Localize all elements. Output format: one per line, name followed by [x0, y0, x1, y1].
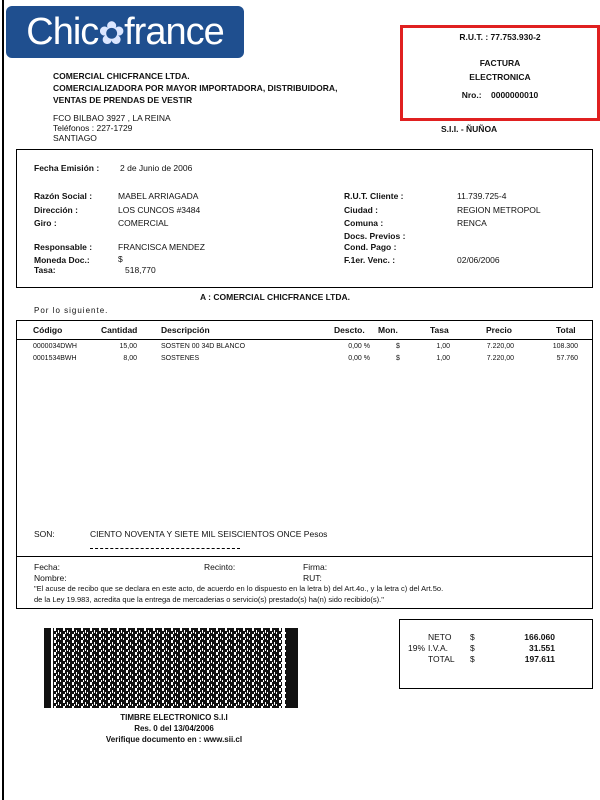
por-lo-siguiente: Por lo siguiente. — [34, 306, 109, 315]
address-line-2: Teléfonos : 227-1729 — [53, 123, 133, 133]
iva-label: I.V.A. — [428, 643, 449, 653]
row2-total: 57.760 — [556, 355, 578, 362]
receipt-fecha-label: Fecha: — [34, 562, 60, 572]
total-currency: $ — [470, 654, 475, 664]
primer-venc-value: 02/06/2006 — [457, 255, 500, 265]
receipt-firma-label: Firma: — [303, 562, 328, 572]
legal-text-line-1: "El acuse de recibo que se declara en este acto, de acuerdo en lo dispuesto en la letra b) del Art.4o., y la letra c) del Art.5o. — [34, 584, 444, 593]
row2-descripcion: SOSTENES — [161, 355, 200, 362]
moneda-value: $ — [118, 254, 123, 264]
timbre-line-3: Verifique documento en : www.sii.cl — [105, 735, 243, 744]
docs-previos-label: Docs. Previos : — [344, 231, 406, 241]
row2-cantidad: 8,00 — [123, 355, 137, 362]
row1-codigo: 0000034DWH — [33, 343, 77, 350]
total-value: 197.611 — [524, 654, 555, 664]
col-header-tasa: Tasa — [430, 325, 449, 335]
company-line-2: COMERCIALIZADORA POR MAYOR IMPORTADORA, DISTRIBUIDORA, — [53, 83, 338, 93]
neto-label: NETO — [428, 632, 452, 642]
rut-cliente-label: R.U.T. Cliente : — [344, 191, 404, 201]
col-header-cantidad: Cantidad — [101, 325, 138, 335]
receipt-divider — [17, 556, 592, 557]
row1-total: 108.300 — [552, 343, 578, 350]
receipt-rut-label: RUT: — [303, 573, 322, 583]
doc-number-label: Nro.: — [461, 90, 482, 100]
timbre-electronico — [74, 712, 274, 745]
doc-type-line-2: ELECTRONICA — [469, 72, 531, 82]
sii-office: S.I.I. - ÑUÑOA — [441, 124, 498, 134]
giro-value: COMERCIAL — [118, 218, 169, 228]
timbre-line-2: Res. 0 del 13/04/2006 — [134, 724, 214, 733]
company-address-block — [53, 113, 171, 143]
iva-rate: 19% — [408, 643, 426, 653]
row1-cantidad: 15,00 — [119, 343, 137, 350]
son-amount-words: CIENTO NOVENTA Y SIETE MIL SEISCIENTOS ONCE Pesos — [90, 529, 328, 539]
addressee: A : COMERCIAL CHICFRANCE LTDA. — [200, 292, 350, 302]
row1-descripcion: SOSTEN 00 34D BLANCO — [161, 343, 246, 350]
col-header-total: Total — [556, 325, 576, 335]
row2-precio: 7.220,00 — [486, 355, 514, 362]
row2-tasa: 1,00 — [436, 355, 450, 362]
col-header-descto: Descto. — [334, 325, 365, 335]
address-line-1: FCO BILBAO 3927 , LA REINA — [53, 113, 171, 123]
logo-text-right: france — [124, 11, 224, 53]
responsable-value: FRANCISCA MENDEZ — [118, 242, 205, 252]
direccion-value: LOS CUNCOS #3484 — [118, 205, 201, 215]
ciudad-value: REGION METROPOL — [457, 205, 541, 215]
document-id-box — [400, 25, 600, 121]
comuna-label: Comuna : — [344, 218, 384, 228]
row2-codigo: 0001534BWH — [33, 355, 77, 362]
row1-descto: 0,00 % — [348, 343, 370, 350]
legal-text-line-2: de la Ley 19.983, acredita que la entrega de mercaderias o servicio(s) prestado(s) ha(n) sido recibido(s)." — [34, 595, 384, 604]
pdf417-barcode — [44, 628, 298, 708]
col-header-codigo: Código — [33, 325, 63, 335]
primer-venc-label: F.1er. Venc. : — [344, 255, 396, 265]
total-label: TOTAL — [428, 654, 455, 664]
cond-pago-label: Cond. Pago : — [344, 242, 397, 252]
row2-mon: $ — [396, 355, 400, 362]
fecha-emision-value: 2 de Junio de 2006 — [120, 163, 193, 173]
son-underline — [90, 548, 240, 549]
address-line-3: SANTIAGO — [53, 133, 97, 143]
receipt-nombre-label: Nombre: — [34, 573, 67, 583]
neto-currency: $ — [470, 632, 475, 642]
client-info-box — [16, 149, 593, 288]
row1-mon: $ — [396, 343, 400, 350]
son-label: SON: — [34, 529, 55, 539]
company-line-3: VENTAS DE PRENDAS DE VESTIR — [53, 95, 193, 105]
col-header-precio: Precio — [486, 325, 512, 335]
page-edge-line — [2, 0, 4, 800]
timbre-line-1: TIMBRE ELECTRONICO S.I.I — [120, 713, 228, 722]
col-header-mon: Mon. — [378, 325, 398, 335]
row2-descto: 0,00 % — [348, 355, 370, 362]
col-header-descripcion: Descripción — [161, 325, 210, 335]
iva-value: 31.551 — [529, 643, 555, 653]
row1-tasa: 1,00 — [436, 343, 450, 350]
rut-cliente-value: 11.739.725-4 — [457, 191, 507, 201]
iva-currency: $ — [470, 643, 475, 653]
flower-icon: ✿ — [98, 15, 125, 51]
fecha-emision-label: Fecha Emisión : — [34, 163, 100, 173]
tasa-value: 518,770 — [125, 265, 156, 275]
company-line-1: COMERCIAL CHICFRANCE LTDA. — [53, 71, 190, 81]
direccion-label: Dirección : — [34, 205, 78, 215]
giro-label: Giro : — [34, 218, 57, 228]
company-name-block — [53, 70, 337, 106]
receipt-recinto-label: Recinto: — [204, 562, 236, 572]
row1-precio: 7.220,00 — [486, 343, 514, 350]
comuna-value: RENCA — [457, 218, 487, 228]
razon-social-label: Razón Social : — [34, 191, 93, 201]
issuer-rut: R.U.T. : 77.753.930-2 — [459, 32, 541, 42]
ciudad-label: Ciudad : — [344, 205, 378, 215]
responsable-label: Responsable : — [34, 242, 93, 252]
razon-social-value: MABEL ARRIAGADA — [118, 191, 199, 201]
moneda-label: Moneda Doc.: — [34, 255, 90, 265]
logo-text-left: Chic — [26, 11, 99, 53]
doc-type-line-1: FACTURA — [479, 58, 521, 68]
company-logo — [6, 6, 244, 58]
items-header-divider — [17, 339, 592, 340]
neto-value: 166.060 — [524, 632, 555, 642]
doc-number: 0000000010 — [491, 90, 539, 100]
tasa-label: Tasa: — [34, 265, 56, 275]
